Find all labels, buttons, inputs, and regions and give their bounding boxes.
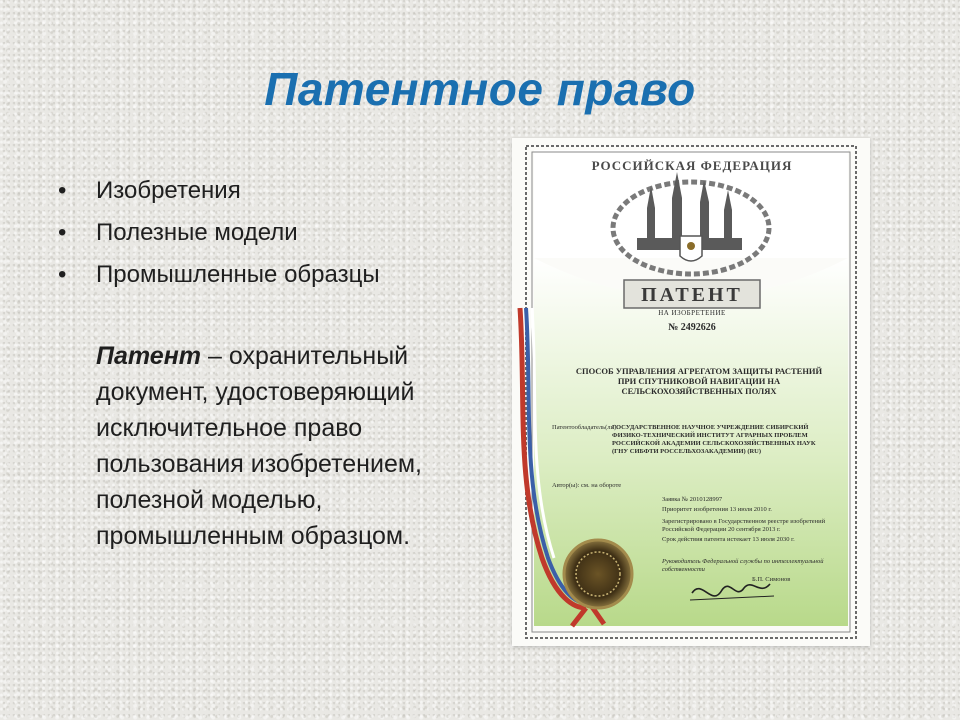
certificate-authors: Автор(ы): см. на обороте: [552, 482, 622, 489]
certificate-heading: ПАТЕНТ: [641, 284, 743, 306]
patent-certificate-image: [512, 138, 870, 646]
bullet-icon: •: [58, 219, 67, 246]
certificate-head-name: Б.П. Симонов: [752, 576, 791, 583]
definition-term: Патент: [96, 342, 202, 370]
certificate-holder-label: Патентообладатель(ли):: [552, 424, 618, 431]
list-item-label: Изобретения: [96, 177, 241, 204]
list-item: [58, 170, 380, 212]
certificate-head-title: Руководитель Федеральной службы по интеллектуальной собственности: [662, 558, 824, 573]
certificate-registration: Зарегистрировано в Государственном реестре изобретений Российской Федерации 20 сентября 2013 г.: [662, 518, 826, 533]
certificate-application: Заявка № 2010128997: [662, 496, 723, 503]
certificate-expiry: Срок действия патента истекает 13 июля 2030 г.: [662, 536, 795, 543]
list-item: [58, 254, 380, 296]
certificate-number: № 2492626: [668, 322, 716, 333]
certificate-invention-title: СПОСОБ УПРАВЛЕНИЯ АГРЕГАТОМ ЗАЩИТЫ РАСТЕНИЙ ПРИ СПУТНИКОВОЙ НАВИГАЦИИ НА СЕЛЬСКОХОЗЯЙСТВЕННЫХ ПОЛЯХ: [575, 366, 823, 396]
certificate-country: РОССИЙСКАЯ ФЕДЕРАЦИЯ: [591, 158, 793, 173]
certificate-holder: ГОСУДАРСТВЕННОЕ НАУЧНОЕ УЧРЕЖДЕНИЕ СИБИРСКИЙ ФИЗИКО-ТЕХНИЧЕСКИЙ ИНСТИТУТ АГРАРНЫХ ПРОБЛЕМ РОССИЙСКОЙ АКАДЕМИИ СЕЛЬСКОХОЗЯЙСТВЕННЫХ НАУК (ГНУ СИБФТИ РОССЕЛЬХОЗАКАДЕМИИ) (RU): [612, 424, 816, 455]
slide-title: Патентное право: [264, 63, 696, 115]
patent-definition: [96, 338, 496, 554]
list-item-label: Полезные модели: [96, 219, 298, 246]
list-item-label: Промышленные образцы: [96, 261, 380, 288]
definition-text: – охранительный документ, удостоверяющий исключительное право пользования изобретением, полезной моделью, промышленным образцом.: [96, 342, 422, 550]
certificate-priority: Приоритет изобретения 13 июля 2010 г.: [662, 506, 772, 513]
list-item: [58, 212, 380, 254]
bullet-icon: •: [58, 261, 67, 288]
bullet-icon: •: [58, 177, 67, 204]
topic-list: [58, 170, 380, 296]
certificate-subheading: НА ИЗОБРЕТЕНИЕ: [658, 309, 726, 317]
